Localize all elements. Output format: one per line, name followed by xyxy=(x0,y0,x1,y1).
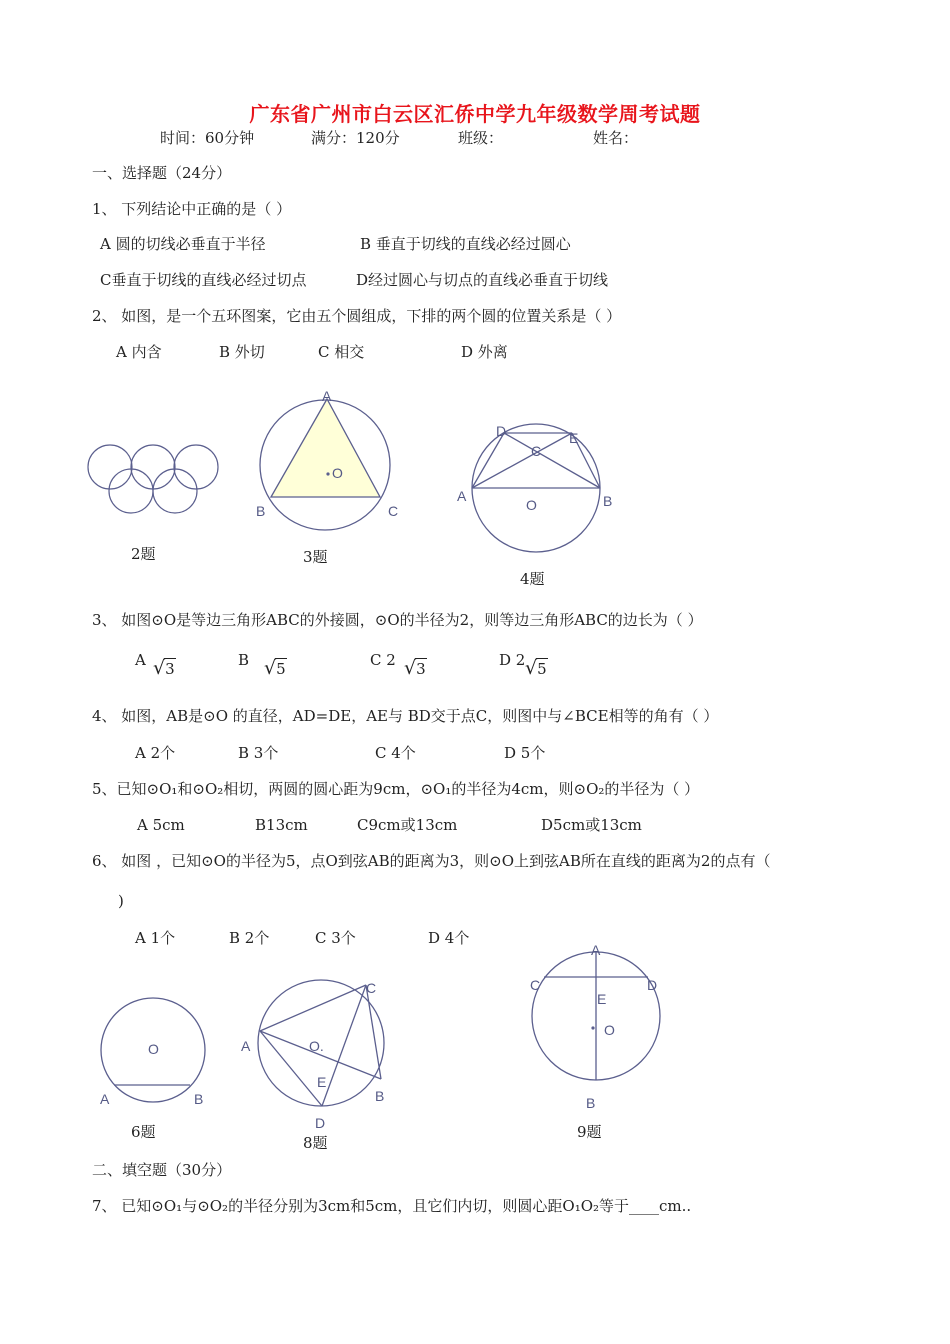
q6-option-c: C 3个 xyxy=(315,929,356,947)
figure-8-caption: 8题 xyxy=(303,1134,328,1152)
q3-option-b-label: B xyxy=(238,651,250,669)
q4-option-a: A 2个 xyxy=(135,744,176,762)
section-fill-heading: 二、填空题（30分） xyxy=(92,1161,232,1179)
figure-circle-chord xyxy=(92,990,217,1110)
figure-4-caption: 4题 xyxy=(520,570,545,588)
q3-stem: 3、 如图⊙O是等边三角形ABC的外接圆，⊙O的半径为2，则等边三角形ABC的边长为（ ） xyxy=(92,611,703,629)
figure-6-caption: 6题 xyxy=(131,1123,156,1141)
figure-9-caption: 9题 xyxy=(577,1123,602,1141)
q3-option-c-value: √3 xyxy=(404,657,426,679)
label-c: C xyxy=(366,980,377,996)
q6-option-d: D 4个 xyxy=(428,929,470,947)
q2-option-c: C 相交 xyxy=(318,343,365,361)
label-a: A xyxy=(591,942,601,958)
q6-option-b: B 2个 xyxy=(229,929,270,947)
q2-option-b: B 外切 xyxy=(219,343,265,361)
q2-option-a: A 内含 xyxy=(116,343,162,361)
ring-4 xyxy=(109,469,153,513)
q2-option-d: D 外离 xyxy=(461,343,508,361)
figure-2-caption: 2题 xyxy=(131,545,156,563)
triangle-abc xyxy=(271,399,380,497)
label-a: A xyxy=(100,1091,110,1107)
q5-option-b: B13cm xyxy=(255,816,308,834)
figure-semicircle-chords xyxy=(452,420,622,560)
label-a: A xyxy=(241,1038,251,1054)
q2-stem: 2、 如图，是一个五环图案，它由五个圆组成，下排的两个圆的位置关系是（ ） xyxy=(92,307,622,325)
q1-option-c: C垂直于切线的直线必经过切点 xyxy=(100,271,307,289)
q6-option-a: A 1个 xyxy=(135,929,176,947)
label-o: O xyxy=(526,497,537,513)
ring-3 xyxy=(174,445,218,489)
q3-option-c-label: C 2 xyxy=(370,651,396,669)
q3-option-a-label: A xyxy=(135,651,146,669)
q5-option-c: C9cm或13cm xyxy=(357,816,458,834)
q3-option-b-value: √5 xyxy=(264,657,286,679)
label-b: B xyxy=(586,1095,596,1111)
score-info: 满分：120分 xyxy=(311,129,400,147)
label-e: E xyxy=(597,991,607,1007)
ring-5 xyxy=(153,469,197,513)
figure-3-caption: 3题 xyxy=(303,548,328,566)
q6-stem: 6、 如图 ，已知⊙O的半径为5，点O到弦AB的距离为3，则⊙O上到弦AB所在直线的距离为2的点有（ xyxy=(92,852,771,870)
q1-option-a: A 圆的切线必垂直于半径 xyxy=(100,235,266,253)
q3-option-d-label: D 2 xyxy=(499,651,526,669)
q7-stem: 7、 已知⊙O₁与⊙O₂的半径分别为3cm和5cm，且它们内切，则圆心距O₁O₂等于____cm.. xyxy=(92,1197,692,1215)
label-b: B xyxy=(194,1091,204,1107)
label-c: C xyxy=(530,977,541,993)
q4-option-c: C 4个 xyxy=(375,744,416,762)
label-b: B xyxy=(256,503,266,519)
section-choice-heading: 一、选择题（24分） xyxy=(92,164,232,182)
q5-option-d: D5cm或13cm xyxy=(541,816,642,834)
label-a: A xyxy=(457,488,467,504)
q4-stem: 4、 如图，AB是⊙O 的直径，AD=DE，AE与 BD交于点C，则图中与∠BCE相等的角有（ ） xyxy=(92,707,719,725)
label-e: E xyxy=(317,1074,327,1090)
label-b: B xyxy=(375,1088,385,1104)
label-d: D xyxy=(647,977,658,993)
page-title: 广东省广州市白云区汇侨中学九年级数学周考试题 xyxy=(249,102,701,126)
q1-option-d: D经过圆心与切点的直线必垂直于切线 xyxy=(356,271,609,289)
q5-stem: 5、已知⊙O₁和⊙O₂相切，两圆的圆心距为9cm，⊙O₁的半径为4cm，则⊙O₂的半径为（ ） xyxy=(92,780,700,798)
q3-option-a-value: √3 xyxy=(153,657,175,679)
ring-2 xyxy=(131,445,175,489)
label-c: C xyxy=(531,443,542,459)
class-field: 班级： xyxy=(458,129,504,147)
label-o: O. xyxy=(309,1038,324,1054)
figure-circle-triangles xyxy=(235,965,400,1135)
label-o: O xyxy=(604,1022,615,1038)
q3-option-d-value: √5 xyxy=(525,657,547,679)
label-d: D xyxy=(315,1115,326,1131)
label-c: C xyxy=(388,503,399,519)
q6-stem-end: ) xyxy=(118,892,124,910)
q4-option-d: D 5个 xyxy=(504,744,546,762)
figure-circle-perpendicular xyxy=(522,940,672,1115)
time-info: 时间：60分钟 xyxy=(160,129,255,147)
q5-option-a: A 5cm xyxy=(137,816,185,834)
label-d: D xyxy=(496,423,507,439)
name-field: 姓名： xyxy=(593,129,639,147)
label-e: E xyxy=(569,430,579,446)
label-a: A xyxy=(322,388,332,404)
figure-five-rings xyxy=(85,435,230,520)
label-o: O xyxy=(332,465,343,481)
figure-triangle-circle xyxy=(250,385,410,535)
q1-option-b: B 垂直于切线的直线必经过圆心 xyxy=(360,235,571,253)
q1-stem: 1、 下列结论中正确的是（ ） xyxy=(92,200,292,218)
label-b: B xyxy=(603,493,613,509)
label-o: O xyxy=(148,1041,159,1057)
ring-1 xyxy=(88,445,132,489)
q4-option-b: B 3个 xyxy=(238,744,279,762)
